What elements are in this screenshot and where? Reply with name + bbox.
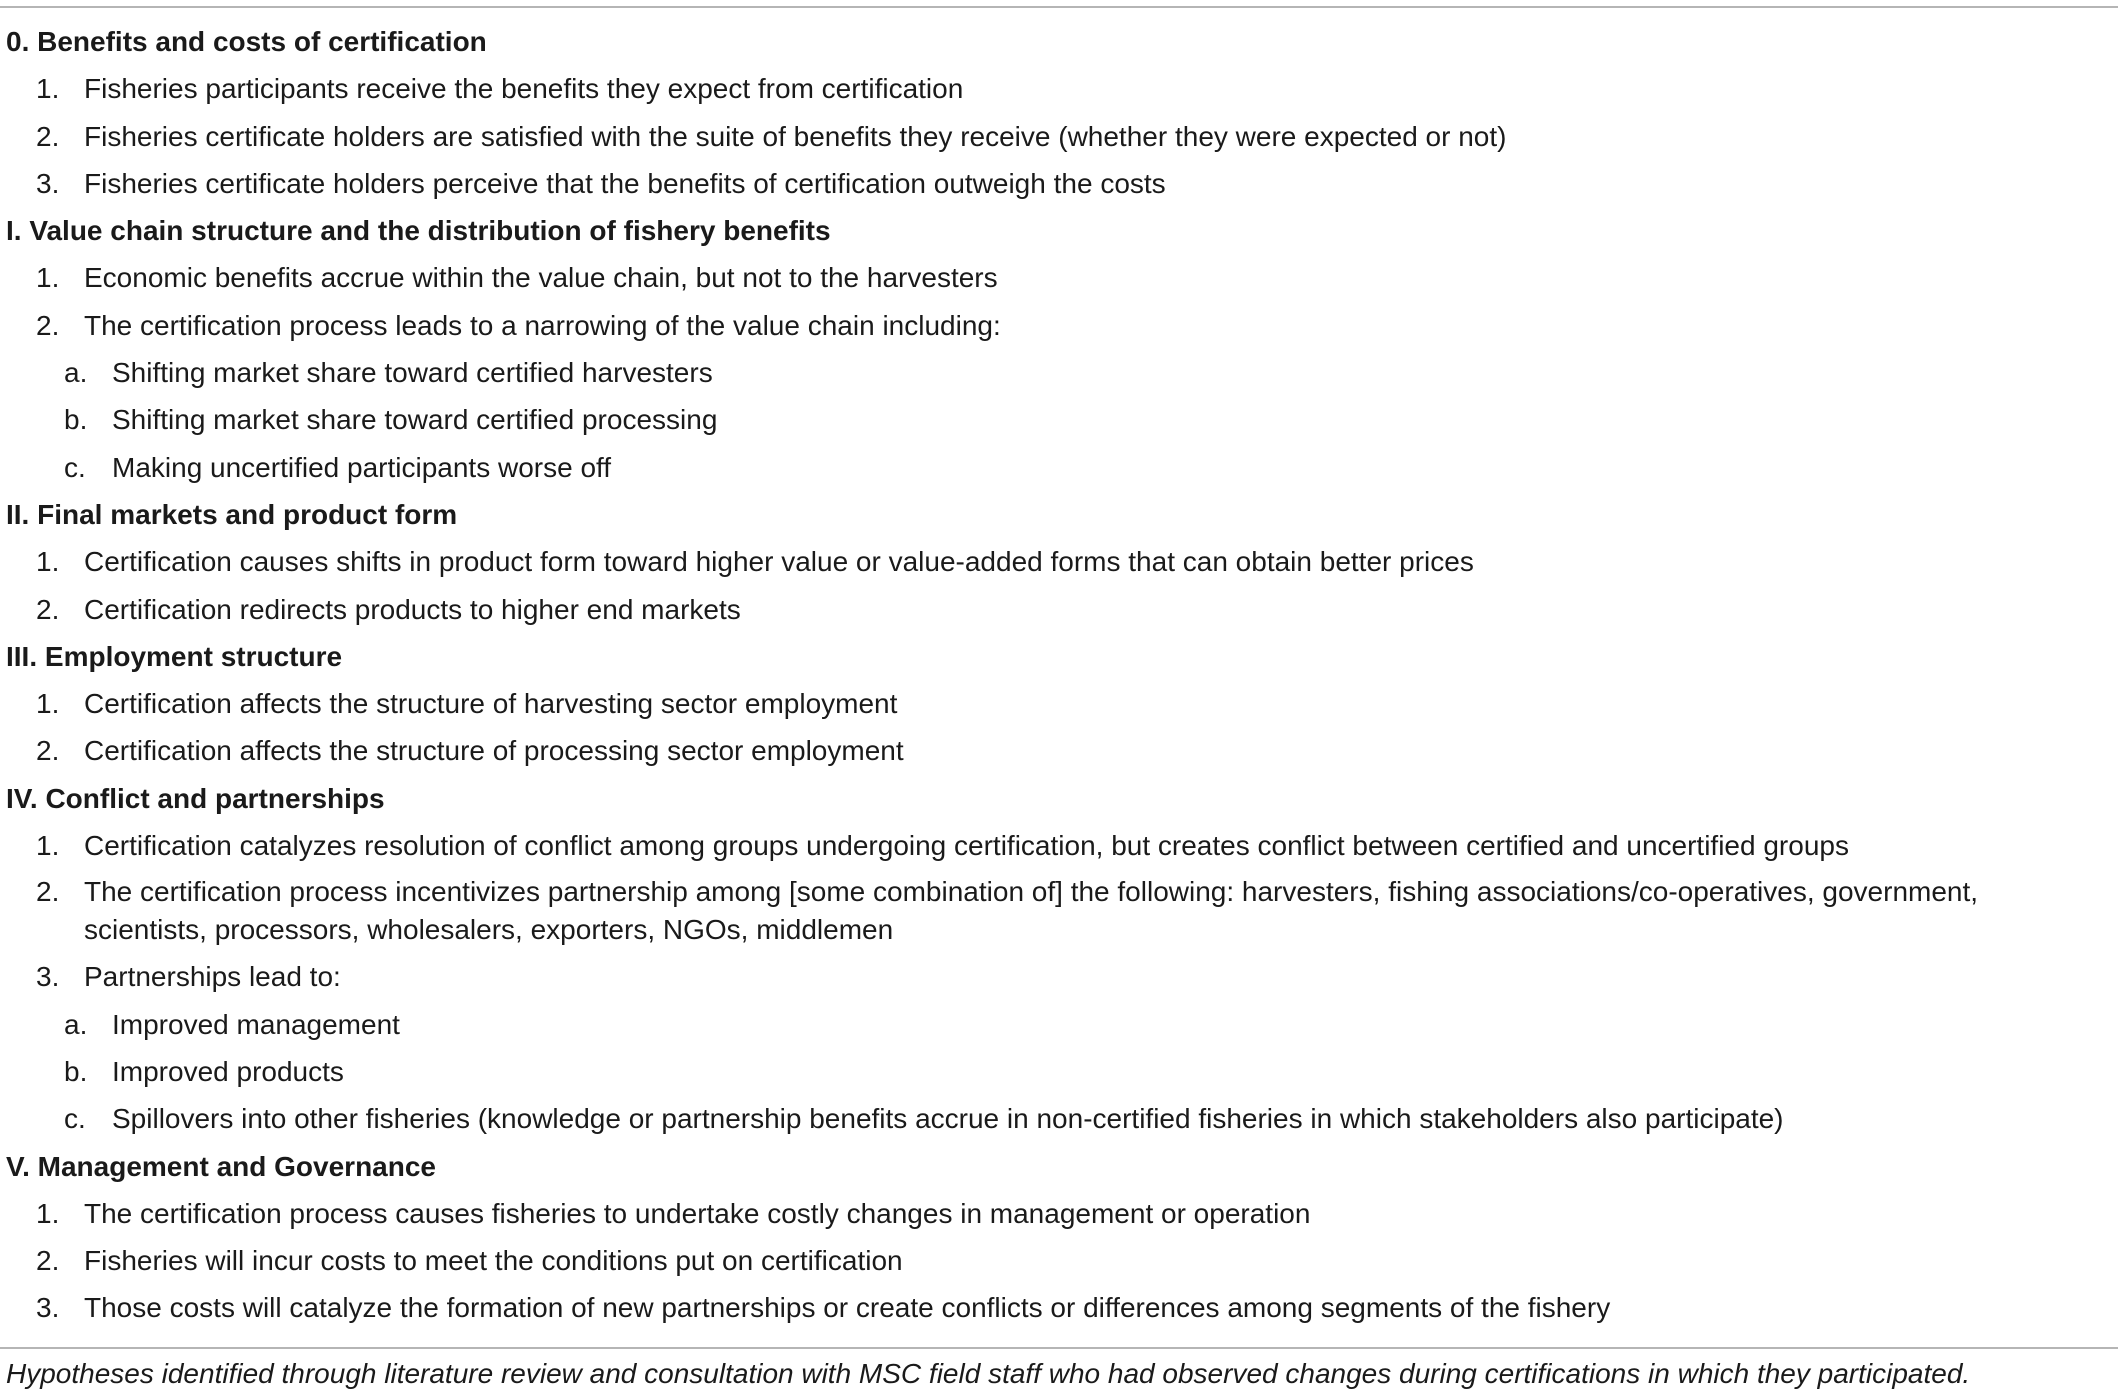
section — [0, 491, 2118, 633]
subitem-text: Improved products — [112, 1055, 344, 1087]
list-item — [0, 1237, 2118, 1284]
item-text: Fisheries will incur costs to meet the conditions put on certification — [84, 1245, 903, 1277]
section — [0, 18, 2118, 207]
item-text: Certification affects the structure of harvesting sector employment — [84, 688, 898, 720]
list-item — [0, 822, 2118, 869]
section-title: V. Management and Governance — [6, 1150, 436, 1182]
item-text: Fisheries certificate holders perceive that the benefits of certification outweigh the costs — [84, 167, 1166, 199]
item-number: 3. — [36, 1292, 60, 1324]
list-item — [0, 113, 2118, 160]
sub-list-item — [0, 349, 2118, 396]
sub-list-item — [0, 1048, 2118, 1095]
list-item — [0, 727, 2118, 774]
hypotheses-table — [0, 18, 2118, 1332]
item-number: 3. — [36, 167, 60, 199]
section-title: II. Final markets and product form — [6, 498, 458, 530]
top-rule — [0, 6, 2118, 8]
subitem-letter: c. — [64, 451, 86, 483]
subitem-letter: a. — [64, 1008, 88, 1040]
subitem-letter: b. — [64, 404, 88, 436]
item-number: 2. — [36, 876, 60, 908]
section — [0, 775, 2118, 1143]
subitem-letter: a. — [64, 357, 88, 389]
subitem-text: Shifting market share toward certified harvesters — [112, 357, 713, 389]
section-title: IV. Conflict and partnerships — [6, 782, 385, 814]
item-text: The certification process causes fisheries to undertake costly changes in management or operation — [84, 1197, 1311, 1229]
bottom-rule — [0, 1347, 2118, 1349]
sub-list-item — [0, 396, 2118, 443]
item-text: The certification process leads to a narrowing of the value chain including: — [84, 309, 1001, 341]
item-text: Certification causes shifts in product form toward higher value or value-added forms that can obtain better prices — [84, 546, 1474, 578]
subitem-text: Shifting market share toward certified processing — [112, 404, 718, 436]
item-number: 1. — [36, 688, 60, 720]
item-number: 1. — [36, 262, 60, 294]
item-text: Certification redirects products to higher end markets — [84, 593, 741, 625]
subitem-text: Making uncertified participants worse off — [112, 451, 612, 483]
section-title: I. Value chain structure and the distribution of fishery benefits — [6, 215, 831, 247]
sub-list-item — [0, 1001, 2118, 1048]
subitem-text: Improved management — [112, 1008, 400, 1040]
section-title: III. Employment structure — [6, 640, 343, 672]
sub-list-item — [0, 444, 2118, 491]
subitem-letter: b. — [64, 1055, 88, 1087]
item-text: Fisheries certificate holders are satisfied with the suite of benefits they receive (whether they were expected or not) — [84, 120, 1507, 152]
section — [0, 207, 2118, 491]
item-text: Certification catalyzes resolution of conflict among groups undergoing certification, but creates conflict between certified and uncertified groups — [84, 830, 1849, 862]
item-text: Certification affects the structure of processing sector employment — [84, 735, 904, 767]
section — [0, 1143, 2118, 1332]
item-number: 3. — [36, 961, 60, 993]
list-item — [0, 65, 2118, 112]
subitem-text: Spillovers into other fisheries (knowledge or partnership benefits accrue in non-certified fisheries in which stakeholders also participate) — [112, 1103, 1784, 1135]
item-number: 1. — [36, 1197, 60, 1229]
list-item — [0, 869, 2044, 953]
item-number: 1. — [36, 73, 60, 105]
list-item — [0, 953, 2118, 1000]
item-number: 2. — [36, 309, 60, 341]
item-text: Those costs will catalyze the formation of new partnerships or create conflicts or differences among segments of the fishery — [84, 1292, 1611, 1324]
list-item — [0, 680, 2118, 727]
item-text: Economic benefits accrue within the value chain, but not to the harvesters — [84, 262, 998, 294]
table-footnote: Hypotheses identified through literature review and consultation with MSC field staff who had observed changes during certifications in which they participated. — [6, 1358, 1971, 1389]
item-number: 1. — [36, 546, 60, 578]
list-item — [0, 586, 2118, 633]
list-item — [0, 302, 2118, 349]
item-text: The certification process incentivizes partnership among [some combination of] the following: harvesters, fishing associations/co-operatives, government, scientists, processors, wholesalers, exporters, NGOs, middlemen — [84, 876, 1979, 946]
item-number: 1. — [36, 830, 60, 862]
item-number: 2. — [36, 1245, 60, 1277]
item-text: Partnerships lead to: — [84, 961, 341, 993]
list-item — [0, 1190, 2118, 1237]
list-item — [0, 1284, 2118, 1331]
section — [0, 633, 2118, 775]
item-text: Fisheries participants receive the benefits they expect from certification — [84, 73, 964, 105]
item-number: 2. — [36, 593, 60, 625]
item-number: 2. — [36, 120, 60, 152]
item-number: 2. — [36, 735, 60, 767]
list-item — [0, 538, 2118, 585]
list-item — [0, 160, 2118, 207]
sub-list-item — [0, 1095, 2118, 1142]
section-title: 0. Benefits and costs of certification — [6, 26, 487, 57]
list-item — [0, 254, 2118, 301]
subitem-letter: c. — [64, 1103, 86, 1135]
